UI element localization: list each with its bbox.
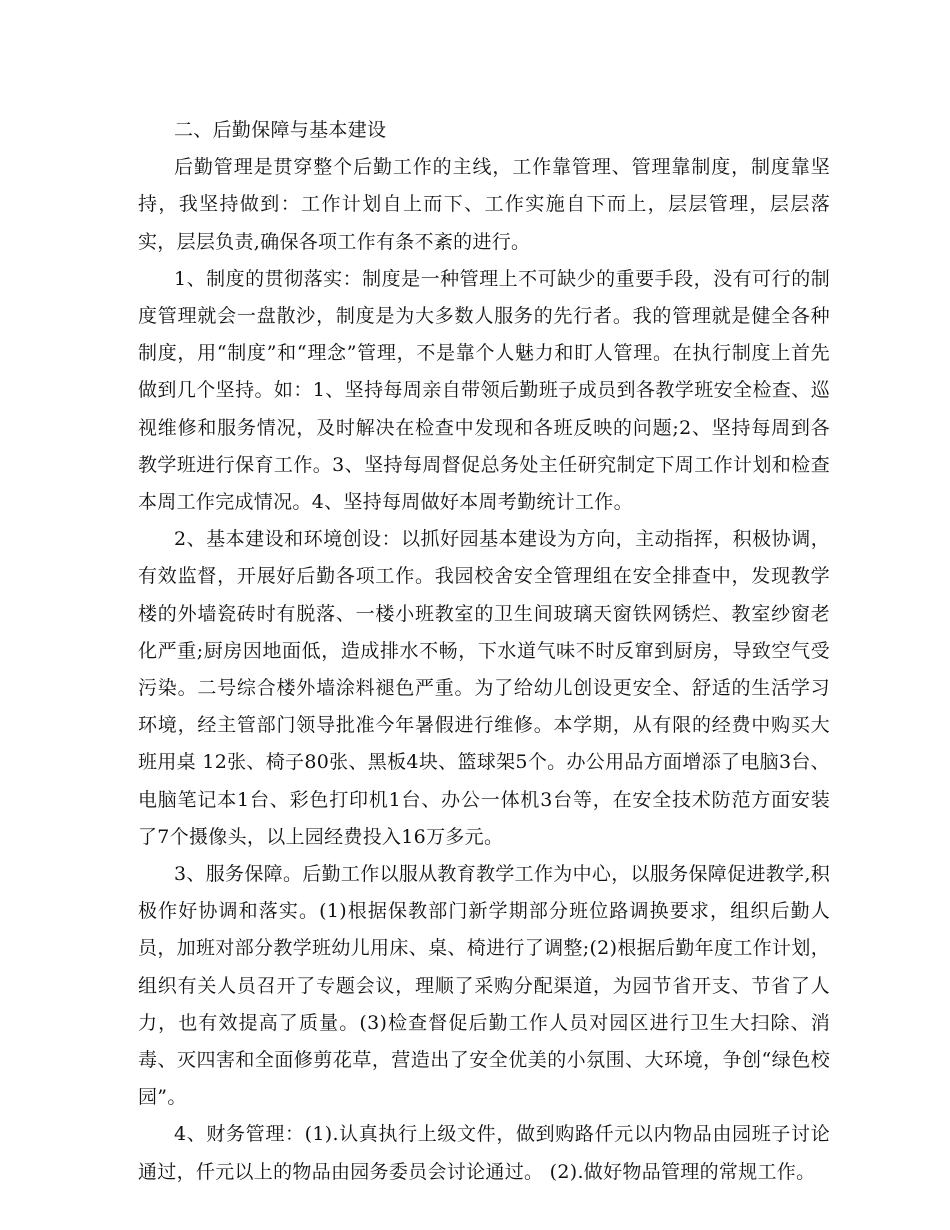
paragraph-system-implementation: 1、制度的贯彻落实：制度是一种管理上不可缺少的重要手段，没有可行的制度管理就会一盘散沙，制度是为大多数人服务的先行者。我的管理就是健全各种制度，用“制度”和“理念”管理，不是靠个人魅力和盯人管理。在执行制度上首先做到几个坚持。如：1、坚持每周亲自带领后勤班子成员到各教学班安全检查、巡视维修和服务情况，及时解决在检查中发现和各班反映的问题;2、坚持每周到各教学班进行保育工作。3、坚持每周督促总务处主任研究制定下周工作计划和检查本周工作完成情况。4、坚持每周做好本周考勤统计工作。 [138, 267, 830, 514]
paragraph-logistics-intro: 后勤管理是贯穿整个后勤工作的主线，工作靠管理、管理靠制度，制度靠坚持，我坚持做到：工作计划自上而下、工作实施自下而上，层层管理，层层落实，层层负责,确保各项工作有条不紊的进行。 [138, 156, 830, 253]
section-heading: 二、后勤保障与基本建设 [174, 119, 387, 141]
paragraph-financial-management: 4、财务管理：(1).认真执行上级文件，做到购路仟元以内物品由园班子讨论通过，仟元以上的物品由园务委员会讨论通过。 (2).做好物品管理的常规工作。 [138, 1123, 830, 1183]
paragraph-service-guarantee: 3、服务保障。后勤工作以服从教育教学工作为中心，以服务保障促进教学,积极作好协调和落实。(1)根据保教部门新学期部分班位路调换要求，组织后勤人员，加班对部分教学班幼儿用床、桌、椅进行了调整;(2)根据后勤年度工作计划，组织有关人员召开了专题会议，理顺了采购分配渠道，为园节省开支、节省了人力，也有效提高了质量。(3)检查督促后勤工作人员对园区进行卫生大扫除、消毒、灭四害和全面修剪花草，营造出了安全优美的小氛围、大环境，争创“绿色校园”。 [138, 863, 830, 1109]
document-body [138, 112, 830, 1191]
paragraph-infrastructure: 2、基本建设和环境创设：以抓好园基本建设为方向，主动指挥，积极协调，有效监督，开展好后勤各项工作。我园校舍安全管理组在安全排查中，发现教学楼的外墙瓷砖时有脱落、一楼小班教室的卫生间玻璃天窗铁网锈烂、教室纱窗老化严重;厨房因地面低，造成排水不畅，下水道气味不时反窜到厨房，导致空气受污染。二号综合楼外墙涂料褪色严重。为了给幼儿创设更安全、舒适的生活学习环境，经主管部门领导批准今年暑假进行维修。本学期，从有限的经费中购买大班用桌 12张、椅子80张、黑板4块、篮球架5个。办公用品方面增添了电脑3台、电脑笔记本1台、彩色打印机1台、办公一体机3台等，在安全技术防范方面安装了7个摄像头，以上园经费投入16万多元。 [138, 528, 830, 848]
